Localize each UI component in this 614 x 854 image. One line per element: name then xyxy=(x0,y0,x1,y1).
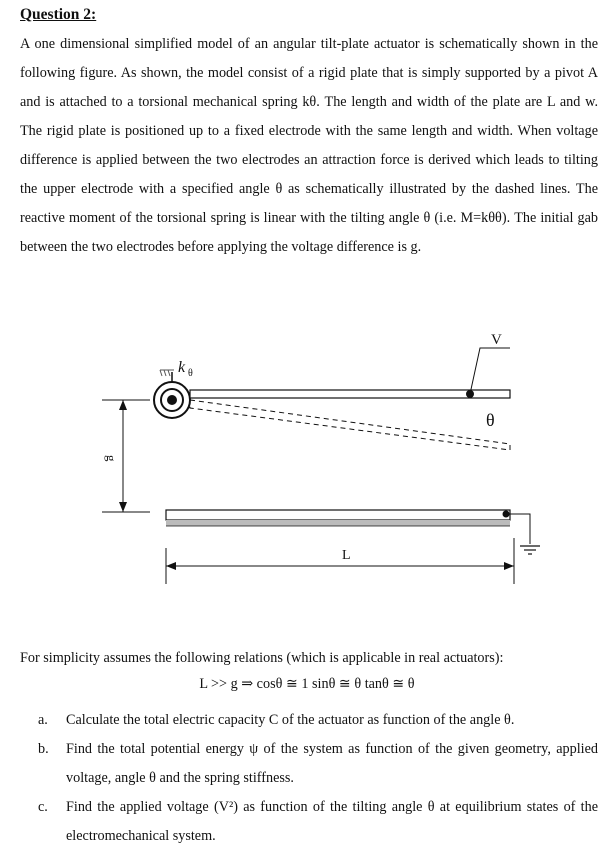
actuator-figure xyxy=(90,318,570,588)
question-item xyxy=(38,735,598,793)
ground-symbol-icon xyxy=(520,546,540,554)
lower-electrode xyxy=(166,510,510,520)
question-text: Find the total potential energy ψ of the system as function of the given geometry, applied voltage, angle θ and the spring stiffness. xyxy=(66,741,598,786)
intro-paragraph xyxy=(20,30,598,262)
ground-hatch xyxy=(166,520,510,526)
intro-text: A one dimensional simplified model of an angular tilt-plate actuator is schematically shown in the following figure. As shown, the model consist of a rigid plate that is simply supported by a pivot A and is attached to a torsional mechanical spring kθ. The length and width of the plate are L and w. The rigid plate is positioned up to a fixed electrode with the same length and width. When voltage difference is applied between the two electrodes an attraction force is derived which leads to tilting the upper electrode with a specified angle θ as schematically illustrated by the dashed lines. The reactive moment of the torsional spring is linear with the tilting angle θ (i.e. M=kθθ). The initial gab between the two electrodes before applying the voltage difference is g. xyxy=(20,36,598,255)
question-letter: c. xyxy=(38,799,48,815)
length-dimension xyxy=(166,538,514,584)
angle-label: θ xyxy=(486,410,495,430)
question-text: Find the applied voltage (V²) as function of the tilting angle θ at equilibrium states of the electromechanical system. xyxy=(66,799,598,844)
question-list xyxy=(38,706,598,851)
voltage-label: V xyxy=(491,332,502,348)
spring-subscript: θ xyxy=(188,368,193,379)
tilted-plate-dashed xyxy=(190,400,510,450)
torsional-spring-icon xyxy=(154,370,190,418)
question-item xyxy=(38,706,598,735)
approximation-relation: L >> g ⇒ cosθ ≅ 1 sinθ ≅ θ tanθ ≅ θ xyxy=(199,676,415,692)
question-title: Question 2: xyxy=(20,6,97,23)
assumption-note: For simplicity assumes the following relations (which is applicable in real actuators): xyxy=(20,650,504,666)
question-item xyxy=(38,793,598,851)
gap-label: g xyxy=(104,455,119,462)
upper-plate xyxy=(190,390,510,398)
question-letter: a. xyxy=(38,712,48,728)
length-label: L xyxy=(342,548,351,563)
spring-label: k xyxy=(178,359,186,376)
question-text: Calculate the total electric capacity C of the actuator as function of the angle θ. xyxy=(66,712,515,728)
question-letter: b. xyxy=(38,741,49,757)
voltage-wire xyxy=(470,348,510,394)
